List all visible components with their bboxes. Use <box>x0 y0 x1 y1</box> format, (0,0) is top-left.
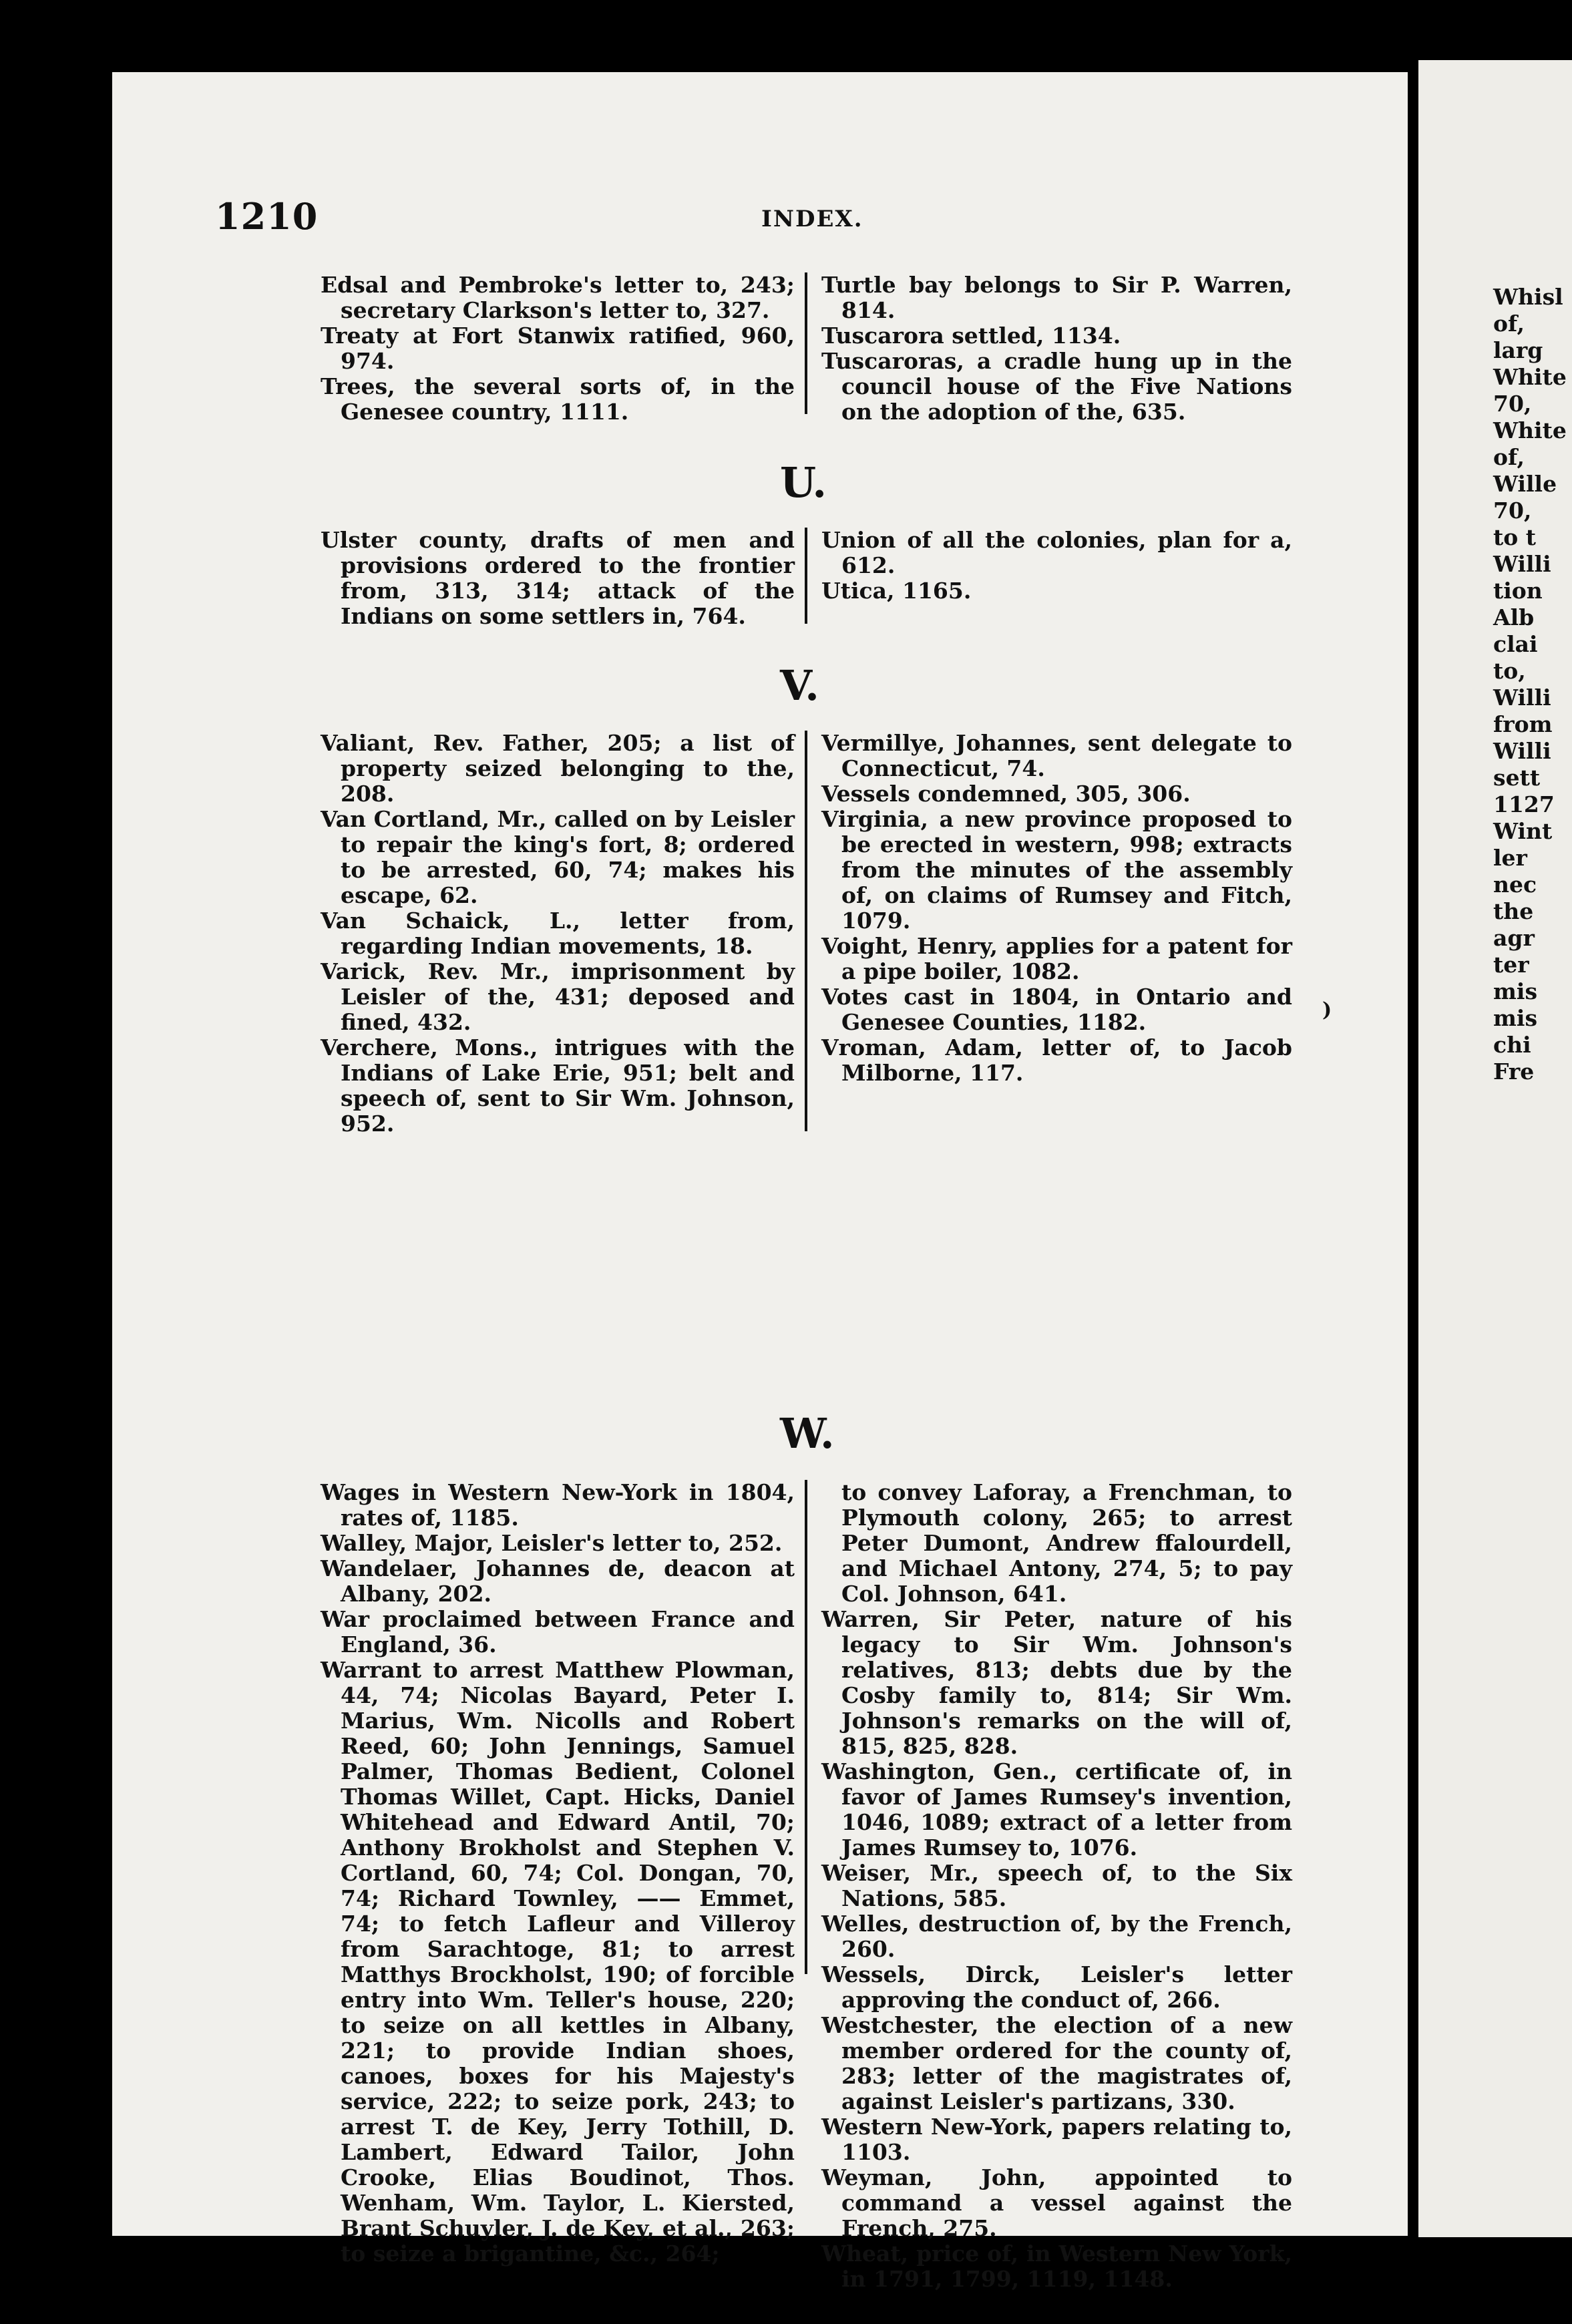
index-entry: Weiser, Mr., speech of, to the Six Nations, 585. <box>821 1860 1292 1911</box>
index-entry: Van Cortland, Mr., called on by Leisler to repair the king's fort, 8; ordered to be arrested, 60, 74; makes his escape, 62. <box>321 806 795 908</box>
column-rule <box>805 528 807 624</box>
adjacent-fragment: mis <box>1493 1005 1538 1031</box>
adjacent-fragment: Wille <box>1493 471 1557 497</box>
adjacent-fragment: White <box>1493 417 1567 443</box>
section-u-left-column <box>321 528 795 629</box>
running-head: INDEX. <box>761 206 863 232</box>
index-entry: Voight, Henry, applies for a patent for a pipe boiler, 1082. <box>821 933 1292 984</box>
index-entry: Valiant, Rev. Father, 205; a list of property seized belonging to the, 208. <box>321 730 795 807</box>
index-entry: Wheat, price of, in Western New York, in 1791, 1799, 1119, 1148. <box>821 2241 1292 2292</box>
index-entry: Walley, Major, Leisler's letter to, 252. <box>321 1530 783 1556</box>
adjacent-fragment: sett <box>1493 765 1541 791</box>
adjacent-fragment: White <box>1493 364 1567 390</box>
section-heading-w: W. <box>780 1409 835 1458</box>
index-entry: War proclaimed between France and England, 36. <box>321 1606 795 1658</box>
index-entry: Treaty at Fort Stanwix ratified, 960, 974. <box>321 323 795 374</box>
section-u-right-column <box>821 528 1292 604</box>
column-rule <box>805 1480 807 1974</box>
index-entry: Warren, Sir Peter, nature of his legacy to Sir Wm. Johnson's relatives, 813; debts due by the Cosby family to, 814; Sir Wm. Johnson's remarks on the will of, 815, 825, 828. <box>821 1606 1292 1759</box>
index-entry: Wandelaer, Johannes de, deacon at Albany, 202. <box>321 1555 795 1607</box>
index-entry: Western New-York, papers relating to, 1103. <box>821 2114 1292 2165</box>
adjacent-fragment: Alb <box>1493 604 1535 630</box>
adjacent-fragment: Fre <box>1493 1058 1535 1085</box>
index-entry: Edsal and Pembroke's letter to, 243; secretary Clarkson's letter to, 327. <box>321 272 795 323</box>
adjacent-fragment: from <box>1493 711 1553 737</box>
adjacent-fragment: ter <box>1493 952 1529 978</box>
section-v-right-column <box>821 731 1292 1086</box>
section-t-left-column <box>321 272 795 425</box>
adjacent-fragment: nec <box>1493 872 1537 898</box>
adjacent-fragment: 1127 <box>1493 791 1555 817</box>
index-entry: Virginia, a new province proposed to be erected in western, 998; extracts from the minutes of the assembly of, on claims of Rumsey and Fitch, 1079. <box>821 806 1292 934</box>
index-entry: Tuscaroras, a cradle hung up in the council house of the Five Nations on the adoption of the, 635. <box>821 348 1292 425</box>
index-entry: Vermillye, Johannes, sent delegate to Connecticut, 74. <box>821 730 1292 781</box>
adjacent-fragment: 70, <box>1493 391 1532 417</box>
adjacent-fragment: of, <box>1493 444 1525 470</box>
adjacent-fragment: larg <box>1493 337 1543 363</box>
index-entry: Westchester, the election of a new member ordered for the county of, 283; letter of the magistrates of, against Leisler's partizans, 330. <box>821 2012 1292 2114</box>
adjacent-fragment: tion <box>1493 578 1543 604</box>
index-entry: Vroman, Adam, letter of, to Jacob Milborne, 117. <box>821 1034 1292 1086</box>
section-t-right-column <box>821 272 1292 425</box>
index-entry: Welles, destruction of, by the French, 260. <box>821 1911 1292 1962</box>
adjacent-fragment: ler <box>1493 845 1527 871</box>
section-w-right-column <box>821 1480 1292 2292</box>
page-number: 1210 <box>215 195 319 238</box>
column-rule <box>805 272 807 414</box>
index-entry: Wages in Western New-York in 1804, rates of, 1185. <box>321 1479 795 1531</box>
index-entry: Votes cast in 1804, in Ontario and Genesee Counties, 1182. <box>821 984 1292 1035</box>
index-entry: Trees, the several sorts of, in the Genesee country, 1111. <box>321 373 795 425</box>
index-entry: Vessels condemned, 305, 306. <box>821 781 1191 807</box>
index-entry: Washington, Gen., certificate of, in favor of James Rumsey's invention, 1046, 1089; extract of a letter from James Rumsey to, 1076. <box>821 1758 1292 1861</box>
adjacent-fragment: Whisl <box>1493 284 1563 310</box>
stray-mark: ) <box>1322 998 1332 1022</box>
section-heading-u: U. <box>780 458 827 507</box>
index-entry: Utica, 1165. <box>821 578 972 604</box>
adjacent-fragment: Willi <box>1493 738 1551 764</box>
section-w-left-column <box>321 1480 795 2267</box>
adjacent-fragment: to, <box>1493 658 1526 684</box>
index-entry: Turtle bay belongs to Sir P. Warren, 814. <box>821 272 1292 323</box>
index-entry: Wessels, Dirck, Leisler's letter approving the conduct of, 266. <box>821 1961 1292 2013</box>
index-entry: Ulster county, drafts of men and provisions ordered to the frontier from, 313, 314; attack of the Indians on some settlers in, 764. <box>321 527 795 629</box>
column-rule <box>805 731 807 1131</box>
adjacent-fragment: agr <box>1493 925 1535 951</box>
index-entry: Weyman, John, appointed to command a vessel against the French, 275. <box>821 2164 1292 2241</box>
adjacent-fragment: Willi <box>1493 551 1551 577</box>
index-entry-continuation: to convey Laforay, a Frenchman, to Plymouth colony, 265; to arrest Peter Dumont, Andrew ffalourdell, and Michael Antony, 274, 5; to pay Col. Johnson, 641. <box>841 1479 1292 1607</box>
adjacent-fragment: to t <box>1493 524 1536 550</box>
adjacent-fragment: 70, <box>1493 498 1532 524</box>
index-entry: Union of all the colonies, plan for a, 612. <box>821 527 1292 578</box>
adjacent-fragment: the <box>1493 898 1534 924</box>
index-entry: Verchere, Mons., intrigues with the Indians of Lake Erie, 951; belt and speech of, sent to Sir Wm. Johnson, 952. <box>321 1034 795 1137</box>
adjacent-fragment: mis <box>1493 978 1538 1004</box>
section-v-left-column <box>321 731 795 1137</box>
adjacent-fragment: Willi <box>1493 685 1551 711</box>
adjacent-fragment: chi <box>1493 1032 1531 1058</box>
index-entry: Tuscarora settled, 1134. <box>821 323 1121 349</box>
adjacent-fragment: clai <box>1493 631 1538 657</box>
index-entry: Varick, Rev. Mr., imprisonment by Leisler of the, 431; deposed and fined, 432. <box>321 958 795 1035</box>
adjacent-fragment: Wint <box>1493 818 1553 844</box>
adjacent-page-text <box>1493 284 1567 1085</box>
adjacent-fragment: of, <box>1493 311 1525 337</box>
section-heading-v: V. <box>780 661 819 710</box>
index-entry: Warrant to arrest Matthew Plowman, 44, 74; Nicolas Bayard, Peter I. Marius, Wm. Nicolls and Robert Reed, 60; John Jennings, Samuel Palmer, Thomas Bedient, Colonel Thomas Willet, Capt. Hicks, Daniel Whitehead and Edward Antil, 70; Anthony Brokholst and Stephen V. Cortland, 60, 74; Col. Dongan, 70, 74; Richard Townley, —— Emmet, 74; to fetch Lafleur and Villeroy from Sarachtoge, 81; to arrest Matthys Brockholst, 190; of forcible entry into Wm. Teller's house, 220; to seize on all kettles in Albany, 221; to provide Indian shoes, canoes, boxes for his Majesty's service, 222; to seize pork, 243; to arrest T. de Key, Jerry Tothill, D. Lambert, Edward Tailor, John Crooke, Elias Boudinot, Thos. Wenham, Wm. Taylor, L. Kiersted, Brant Schuyler, J. de Key, et al., 263; to seize a brigantine, &c., 264; <box>321 1657 795 2267</box>
index-entry: Van Schaick, L., letter from, regarding Indian movements, 18. <box>321 908 795 959</box>
